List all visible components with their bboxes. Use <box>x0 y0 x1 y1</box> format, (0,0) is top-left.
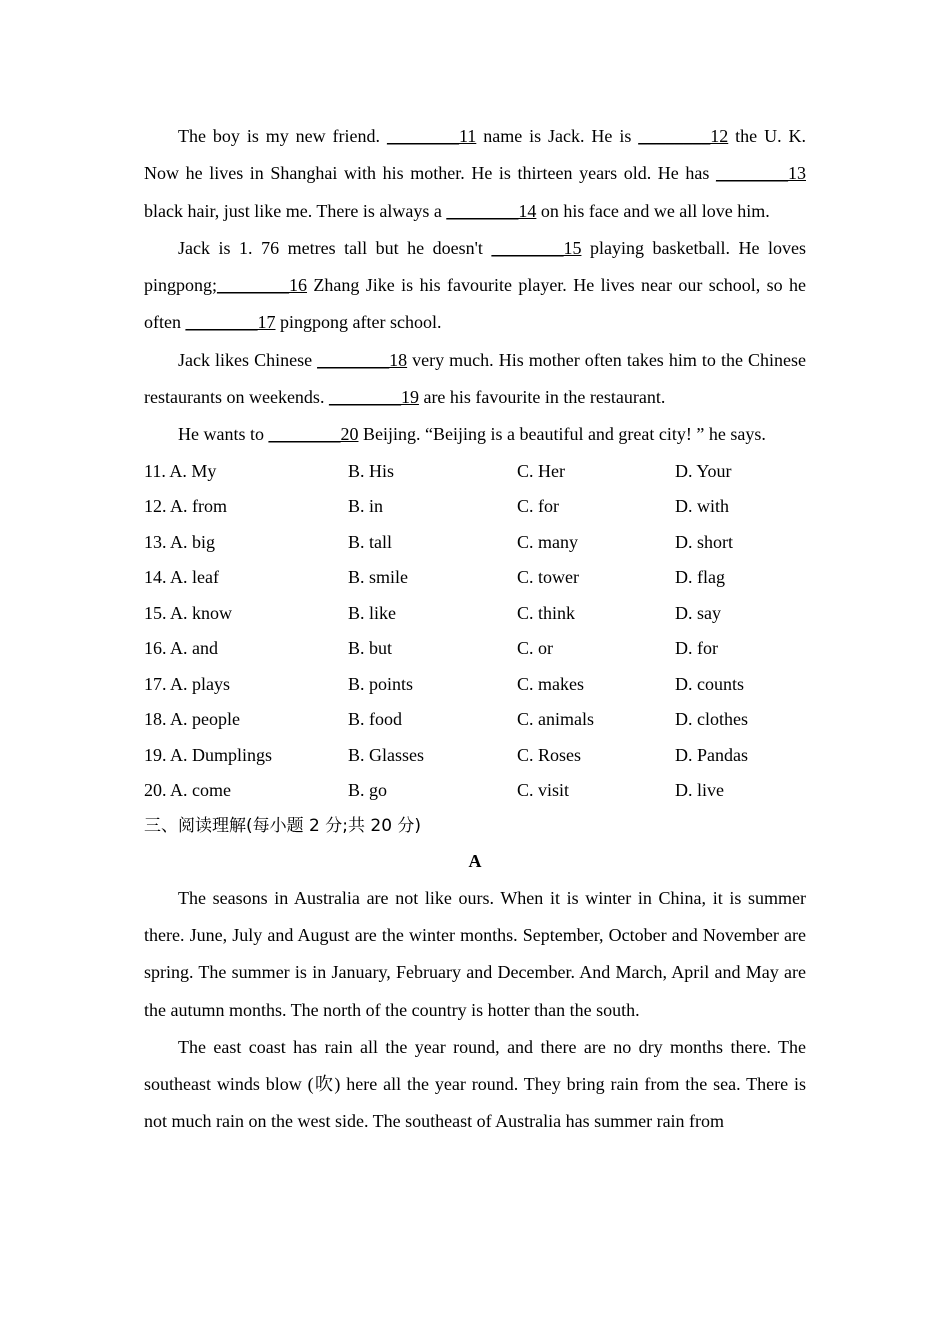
cloze-text: Beijing. “Beijing is a beautiful and great city! ” he says. <box>358 424 766 445</box>
option-b: B. points <box>348 673 414 694</box>
cloze-text: Jack is 1. 76 metres tall but he doesn't <box>178 237 492 258</box>
option-row-13 <box>144 525 806 561</box>
option-b: B. go <box>348 780 388 801</box>
cloze-text: black hair, just like me. There is always a <box>144 200 447 221</box>
cloze-text: playing basketball. He loves pingpong; <box>144 237 806 296</box>
blank-14: ________14 <box>446 200 537 221</box>
cloze-text: are his favourite in the restaurant. <box>418 387 666 408</box>
option-d: D. with <box>675 496 729 517</box>
option-b: B. His <box>348 460 395 481</box>
option-d: D. short <box>675 531 733 552</box>
answer-options <box>144 454 806 809</box>
option-c: C. tower <box>517 567 579 588</box>
blank-19: ________19 <box>328 387 419 408</box>
option-c: C. visit <box>517 780 570 801</box>
cloze-text: Zhang Jike is his favourite player. He lives near our school, so he often <box>144 275 806 333</box>
option-b: B. smile <box>348 567 409 588</box>
option-d: D. say <box>675 602 721 623</box>
cloze-paragraph-2 <box>144 230 806 342</box>
option-a: 20. A. come <box>144 780 231 801</box>
option-d: D. live <box>675 780 724 801</box>
option-row-14 <box>144 560 806 596</box>
section-heading: 三、阅读理解(每小题 2 分;共 20 分) <box>144 815 422 836</box>
cloze-paragraph-3 <box>144 342 806 417</box>
blank-11: ________11 <box>386 126 477 146</box>
cloze-text: name is Jack. He is <box>476 126 639 146</box>
blank-20: ________20 <box>268 424 359 445</box>
option-d: D. Your <box>675 460 732 481</box>
cloze-paragraph-4 <box>144 416 806 453</box>
cloze-text: on his face and we all love him. <box>536 200 770 221</box>
option-a: 18. A. people <box>144 709 240 730</box>
option-d: D. Pandas <box>675 744 748 765</box>
option-c: C. animals <box>517 709 594 730</box>
cloze-text: He wants to <box>178 424 269 445</box>
passage-a-paragraph-1: The seasons in Australia are not like ours. When it is winter in China, it is summer there. June, July and August are the winter months. September, October and November are spring. The summer is in January, February and December. And March, April and May are the autumn months. The north of the country is hotter than the south. <box>144 887 806 1020</box>
option-row-19 <box>144 738 806 774</box>
option-c: C. Her <box>517 460 565 481</box>
option-a: 13. A. big <box>144 531 216 552</box>
option-d: D. flag <box>675 567 725 588</box>
option-b: B. in <box>348 496 384 517</box>
option-b: B. food <box>348 709 402 730</box>
blank-18: ________18 <box>317 349 408 370</box>
option-c: C. Roses <box>517 744 582 765</box>
option-a: 14. A. leaf <box>144 567 219 588</box>
option-b: B. but <box>348 638 393 659</box>
option-d: D. counts <box>675 673 744 694</box>
option-c: C. makes <box>517 673 584 694</box>
option-row-16 <box>144 631 806 667</box>
blank-12: ________12 <box>638 126 729 146</box>
cloze-text: Jack likes Chinese <box>178 349 318 370</box>
option-c: C. think <box>517 602 576 623</box>
cloze-text: The boy is my new friend. <box>178 126 387 146</box>
option-b: B. Glasses <box>348 744 424 765</box>
passage-a-paragraph-2: The east coast has rain all the year round, and there are no dry months there. The southeast winds blow (吹) here all the year round. They bring rain from the sea. There is not much rain on the west side. The southeast of Australia has summer rain from <box>144 1036 806 1132</box>
cloze-text: pingpong after school. <box>275 312 442 333</box>
option-row-17 <box>144 667 806 703</box>
cloze-paragraph-1 <box>144 118 806 230</box>
cloze-text: very much. His mother often takes him to the Chinese restaurants on weekends. <box>144 349 806 408</box>
blank-15: ________15 <box>491 237 582 258</box>
option-d: D. for <box>675 638 718 659</box>
option-d: D. clothes <box>675 709 748 730</box>
passage-title: A <box>468 851 482 872</box>
blank-13: ________13 <box>716 163 806 184</box>
option-c: C. many <box>517 531 578 552</box>
document-page <box>144 118 806 1141</box>
option-b: B. like <box>348 602 396 623</box>
option-row-12 <box>144 489 806 525</box>
option-a: 16. A. and <box>144 638 218 659</box>
blank-16: ________16 <box>217 275 308 296</box>
option-row-18 <box>144 702 806 738</box>
option-a: 19. A. Dumplings <box>144 744 273 765</box>
option-a: 17. A. plays <box>144 673 231 694</box>
option-row-11 <box>144 454 806 490</box>
option-b: B. tall <box>348 531 392 552</box>
option-a: 11. A. My <box>144 460 217 481</box>
option-row-20 <box>144 773 806 809</box>
option-row-15 <box>144 596 806 632</box>
option-c: C. for <box>517 496 559 517</box>
blank-17: ________17 <box>185 312 276 333</box>
option-c: C. or <box>517 638 553 659</box>
cloze-text: the U. K. Now he lives in Shanghai with his mother. He is thirteen years old. He has <box>144 126 806 184</box>
option-a: 12. A. from <box>144 496 227 517</box>
option-a: 15. A. know <box>144 602 233 623</box>
